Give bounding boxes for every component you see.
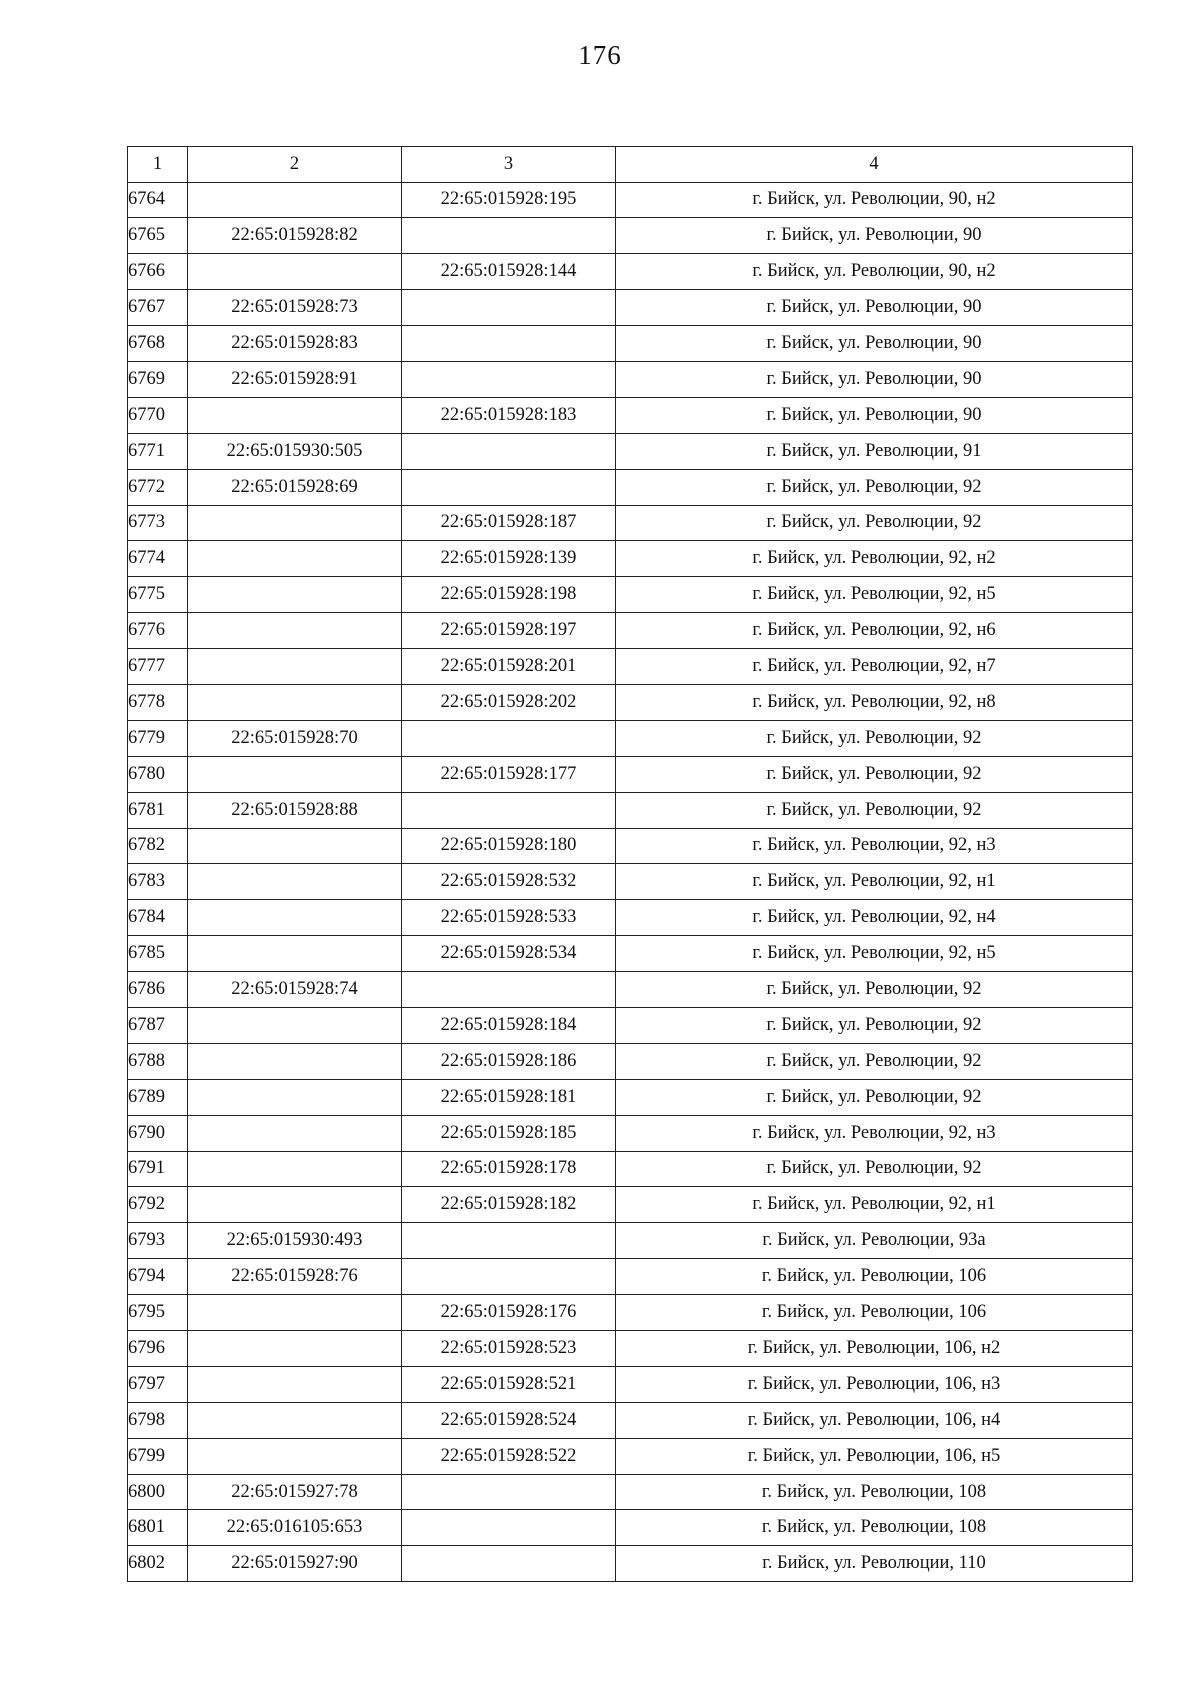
building-number-cell [402, 1223, 616, 1259]
building-number-cell [402, 433, 616, 469]
building-number-cell [402, 1510, 616, 1546]
table-row [128, 218, 1133, 254]
row-number-cell: 6793 [128, 1223, 188, 1259]
parcel-number-cell [188, 541, 402, 577]
address-cell: г. Бийск, ул. Революции, 92 [616, 469, 1133, 505]
row-number-cell: 6800 [128, 1474, 188, 1510]
row-number-cell: 6796 [128, 1331, 188, 1367]
parcel-number-cell: 22:65:015930:493 [188, 1223, 402, 1259]
address-cell: г. Бийск, ул. Революции, 90 [616, 218, 1133, 254]
row-number-cell: 6773 [128, 505, 188, 541]
parcel-number-cell [188, 1151, 402, 1187]
address-cell: г. Бийск, ул. Революции, 90 [616, 397, 1133, 433]
address-cell: г. Бийск, ул. Революции, 92 [616, 1079, 1133, 1115]
table-row [128, 469, 1133, 505]
building-number-cell: 22:65:015928:521 [402, 1366, 616, 1402]
building-number-cell: 22:65:015928:198 [402, 577, 616, 613]
building-number-cell: 22:65:015928:177 [402, 756, 616, 792]
building-number-cell: 22:65:015928:201 [402, 649, 616, 685]
address-cell: г. Бийск, ул. Революции, 92 [616, 505, 1133, 541]
row-number-cell: 6779 [128, 720, 188, 756]
table-row [128, 720, 1133, 756]
address-cell: г. Бийск, ул. Революции, 92, н6 [616, 613, 1133, 649]
address-cell: г. Бийск, ул. Революции, 92 [616, 972, 1133, 1008]
building-number-cell: 22:65:015928:187 [402, 505, 616, 541]
row-number-cell: 6767 [128, 290, 188, 326]
row-number-cell: 6801 [128, 1510, 188, 1546]
table-row [128, 1187, 1133, 1223]
table-row [128, 290, 1133, 326]
building-number-cell: 22:65:015928:195 [402, 182, 616, 218]
building-number-cell: 22:65:015928:144 [402, 254, 616, 290]
building-number-cell: 22:65:015928:180 [402, 828, 616, 864]
address-cell: г. Бийск, ул. Революции, 108 [616, 1510, 1133, 1546]
address-cell: г. Бийск, ул. Революции, 92, н7 [616, 649, 1133, 685]
address-cell: г. Бийск, ул. Революции, 106 [616, 1259, 1133, 1295]
parcel-number-cell [188, 1187, 402, 1223]
row-number-cell: 6768 [128, 326, 188, 362]
address-cell: г. Бийск, ул. Революции, 92, н3 [616, 1115, 1133, 1151]
parcel-number-cell: 22:65:015928:91 [188, 361, 402, 397]
row-number-cell: 6776 [128, 613, 188, 649]
parcel-number-cell [188, 505, 402, 541]
table-row [128, 1331, 1133, 1367]
parcel-number-cell: 22:65:015928:70 [188, 720, 402, 756]
parcel-number-cell [188, 864, 402, 900]
parcel-number-cell [188, 900, 402, 936]
building-number-cell [402, 1546, 616, 1582]
building-number-cell: 22:65:015928:182 [402, 1187, 616, 1223]
address-cell: г. Бийск, ул. Революции, 106 [616, 1295, 1133, 1331]
table-row [128, 1474, 1133, 1510]
parcel-number-cell [188, 1115, 402, 1151]
building-number-cell: 22:65:015928:183 [402, 397, 616, 433]
address-cell: г. Бийск, ул. Революции, 93а [616, 1223, 1133, 1259]
row-number-cell: 6798 [128, 1402, 188, 1438]
parcel-number-cell: 22:65:015928:82 [188, 218, 402, 254]
parcel-number-cell [188, 1007, 402, 1043]
parcel-number-cell: 22:65:015930:505 [188, 433, 402, 469]
parcel-number-cell [188, 649, 402, 685]
address-cell: г. Бийск, ул. Революции, 90 [616, 361, 1133, 397]
building-number-cell: 22:65:015928:186 [402, 1043, 616, 1079]
address-cell: г. Бийск, ул. Революции, 92 [616, 1043, 1133, 1079]
table-row [128, 1151, 1133, 1187]
table-row [128, 1366, 1133, 1402]
table-row [128, 900, 1133, 936]
building-number-cell [402, 1259, 616, 1295]
parcel-number-cell [188, 182, 402, 218]
table-row [128, 1295, 1133, 1331]
column-header-address: 4 [616, 147, 1133, 183]
column-header-parcel: 2 [188, 147, 402, 183]
address-cell: г. Бийск, ул. Революции, 92, н1 [616, 1187, 1133, 1223]
address-cell: г. Бийск, ул. Революции, 106, н3 [616, 1366, 1133, 1402]
row-number-cell: 6789 [128, 1079, 188, 1115]
address-cell: г. Бийск, ул. Революции, 92 [616, 756, 1133, 792]
building-number-cell: 22:65:015928:185 [402, 1115, 616, 1151]
parcel-number-cell: 22:65:015928:73 [188, 290, 402, 326]
row-number-cell: 6781 [128, 792, 188, 828]
parcel-number-cell: 22:65:015927:90 [188, 1546, 402, 1582]
column-header-number: 1 [128, 147, 188, 183]
building-number-cell [402, 1474, 616, 1510]
building-number-cell [402, 361, 616, 397]
building-number-cell [402, 792, 616, 828]
table-row [128, 684, 1133, 720]
row-number-cell: 6775 [128, 577, 188, 613]
address-cell: г. Бийск, ул. Революции, 92 [616, 792, 1133, 828]
address-cell: г. Бийск, ул. Революции, 92, н1 [616, 864, 1133, 900]
header-row [128, 147, 1133, 183]
row-number-cell: 6772 [128, 469, 188, 505]
address-cell: г. Бийск, ул. Революции, 90 [616, 290, 1133, 326]
address-cell: г. Бийск, ул. Революции, 110 [616, 1546, 1133, 1582]
parcel-number-cell [188, 1079, 402, 1115]
row-number-cell: 6782 [128, 828, 188, 864]
address-cell: г. Бийск, ул. Революции, 90, н2 [616, 182, 1133, 218]
table-body [128, 182, 1133, 1582]
address-cell: г. Бийск, ул. Революции, 90, н2 [616, 254, 1133, 290]
table-row [128, 613, 1133, 649]
page-number: 176 [578, 40, 622, 70]
row-number-cell: 6788 [128, 1043, 188, 1079]
address-cell: г. Бийск, ул. Революции, 92 [616, 720, 1133, 756]
row-number-cell: 6795 [128, 1295, 188, 1331]
parcel-number-cell [188, 613, 402, 649]
row-number-cell: 6784 [128, 900, 188, 936]
table-row [128, 361, 1133, 397]
table-row [128, 936, 1133, 972]
row-number-cell: 6786 [128, 972, 188, 1008]
building-number-cell [402, 218, 616, 254]
building-number-cell: 22:65:015928:176 [402, 1295, 616, 1331]
building-number-cell: 22:65:015928:139 [402, 541, 616, 577]
parcel-number-cell [188, 397, 402, 433]
parcel-number-cell [188, 1402, 402, 1438]
parcel-number-cell: 22:65:015928:88 [188, 792, 402, 828]
parcel-number-cell: 22:65:015928:69 [188, 469, 402, 505]
table-row [128, 1259, 1133, 1295]
address-cell: г. Бийск, ул. Революции, 92, н2 [616, 541, 1133, 577]
table-row [128, 756, 1133, 792]
parcel-number-cell [188, 936, 402, 972]
table-row [128, 792, 1133, 828]
address-cell: г. Бийск, ул. Революции, 92, н4 [616, 900, 1133, 936]
table-row [128, 326, 1133, 362]
parcel-number-cell: 22:65:015927:78 [188, 1474, 402, 1510]
registry-table [127, 146, 1133, 1582]
table-row [128, 864, 1133, 900]
building-number-cell [402, 972, 616, 1008]
row-number-cell: 6778 [128, 684, 188, 720]
row-number-cell: 6790 [128, 1115, 188, 1151]
row-number-cell: 6791 [128, 1151, 188, 1187]
table-row [128, 397, 1133, 433]
row-number-cell: 6799 [128, 1438, 188, 1474]
building-number-cell: 22:65:015928:532 [402, 864, 616, 900]
parcel-number-cell [188, 684, 402, 720]
row-number-cell: 6774 [128, 541, 188, 577]
row-number-cell: 6770 [128, 397, 188, 433]
building-number-cell: 22:65:015928:523 [402, 1331, 616, 1367]
parcel-number-cell [188, 1043, 402, 1079]
table-row [128, 1223, 1133, 1259]
building-number-cell [402, 326, 616, 362]
building-number-cell: 22:65:015928:197 [402, 613, 616, 649]
table-row [128, 433, 1133, 469]
table-row [128, 254, 1133, 290]
building-number-cell [402, 469, 616, 505]
row-number-cell: 6769 [128, 361, 188, 397]
building-number-cell: 22:65:015928:533 [402, 900, 616, 936]
row-number-cell: 6777 [128, 649, 188, 685]
address-cell: г. Бийск, ул. Революции, 92, н5 [616, 577, 1133, 613]
table-row [128, 1402, 1133, 1438]
parcel-number-cell [188, 1438, 402, 1474]
address-cell: г. Бийск, ул. Революции, 92 [616, 1151, 1133, 1187]
table-row [128, 1043, 1133, 1079]
row-number-cell: 6764 [128, 182, 188, 218]
table-row [128, 1546, 1133, 1582]
table-row [128, 1115, 1133, 1151]
parcel-number-cell: 22:65:015928:83 [188, 326, 402, 362]
parcel-number-cell [188, 254, 402, 290]
row-number-cell: 6792 [128, 1187, 188, 1223]
parcel-number-cell [188, 756, 402, 792]
address-cell: г. Бийск, ул. Революции, 108 [616, 1474, 1133, 1510]
table-row [128, 541, 1133, 577]
table-row [128, 577, 1133, 613]
row-number-cell: 6802 [128, 1546, 188, 1582]
address-cell: г. Бийск, ул. Революции, 90 [616, 326, 1133, 362]
row-number-cell: 6794 [128, 1259, 188, 1295]
table-header [128, 147, 1133, 183]
table-row [128, 1510, 1133, 1546]
table-row [128, 182, 1133, 218]
building-number-cell: 22:65:015928:184 [402, 1007, 616, 1043]
row-number-cell: 6783 [128, 864, 188, 900]
building-number-cell [402, 720, 616, 756]
building-number-cell [402, 290, 616, 326]
building-number-cell: 22:65:015928:522 [402, 1438, 616, 1474]
address-cell: г. Бийск, ул. Революции, 106, н5 [616, 1438, 1133, 1474]
table-row [128, 972, 1133, 1008]
parcel-number-cell: 22:65:015928:76 [188, 1259, 402, 1295]
building-number-cell: 22:65:015928:178 [402, 1151, 616, 1187]
row-number-cell: 6785 [128, 936, 188, 972]
table-row [128, 505, 1133, 541]
table-row [128, 1438, 1133, 1474]
address-cell: г. Бийск, ул. Революции, 92 [616, 1007, 1133, 1043]
column-header-building: 3 [402, 147, 616, 183]
table-row [128, 828, 1133, 864]
parcel-number-cell [188, 1331, 402, 1367]
row-number-cell: 6771 [128, 433, 188, 469]
building-number-cell: 22:65:015928:524 [402, 1402, 616, 1438]
table-row [128, 1079, 1133, 1115]
address-cell: г. Бийск, ул. Революции, 92, н3 [616, 828, 1133, 864]
building-number-cell: 22:65:015928:181 [402, 1079, 616, 1115]
row-number-cell: 6766 [128, 254, 188, 290]
address-cell: г. Бийск, ул. Революции, 91 [616, 433, 1133, 469]
row-number-cell: 6780 [128, 756, 188, 792]
address-cell: г. Бийск, ул. Революции, 92, н8 [616, 684, 1133, 720]
address-cell: г. Бийск, ул. Революции, 106, н2 [616, 1331, 1133, 1367]
table-row [128, 649, 1133, 685]
address-cell: г. Бийск, ул. Революции, 106, н4 [616, 1402, 1133, 1438]
row-number-cell: 6787 [128, 1007, 188, 1043]
row-number-cell: 6797 [128, 1366, 188, 1402]
parcel-number-cell [188, 1295, 402, 1331]
building-number-cell: 22:65:015928:534 [402, 936, 616, 972]
address-cell: г. Бийск, ул. Революции, 92, н5 [616, 936, 1133, 972]
parcel-number-cell [188, 828, 402, 864]
parcel-number-cell: 22:65:015928:74 [188, 972, 402, 1008]
table-row [128, 1007, 1133, 1043]
parcel-number-cell [188, 1366, 402, 1402]
parcel-number-cell [188, 577, 402, 613]
building-number-cell: 22:65:015928:202 [402, 684, 616, 720]
parcel-number-cell: 22:65:016105:653 [188, 1510, 402, 1546]
row-number-cell: 6765 [128, 218, 188, 254]
